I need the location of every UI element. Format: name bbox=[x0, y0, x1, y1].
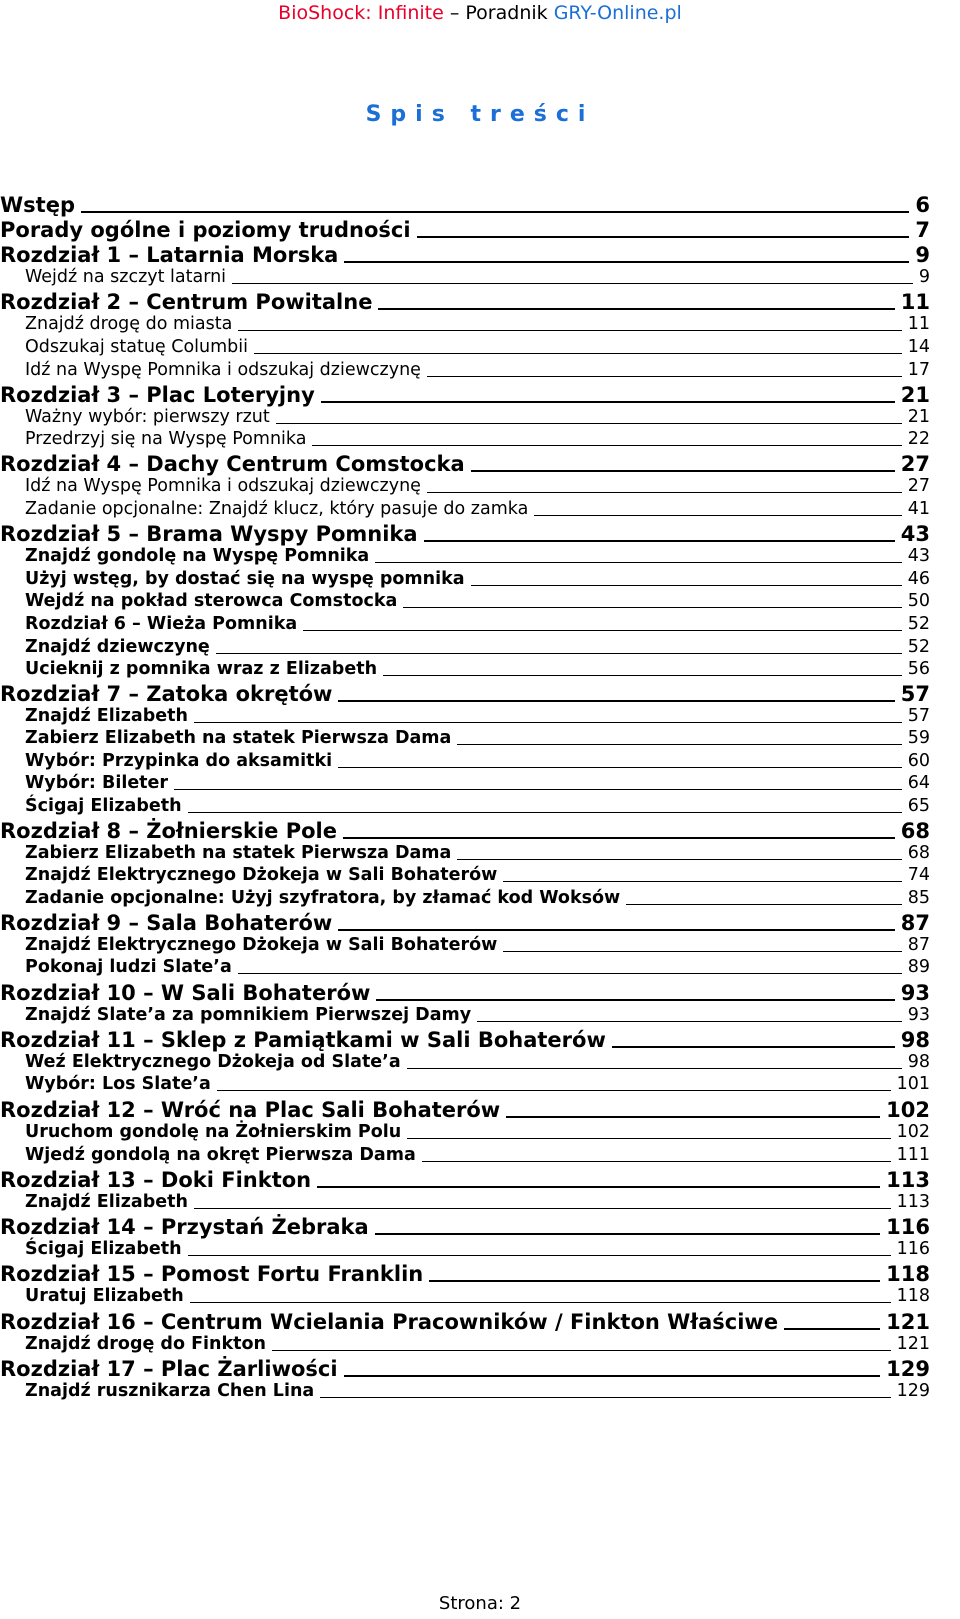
toc-entry-page-number: 85 bbox=[907, 888, 930, 908]
header-game-title: BioShock: Infinite bbox=[278, 2, 444, 24]
toc-entry-page-number: 102 bbox=[886, 1098, 930, 1122]
toc-leader-line bbox=[303, 630, 902, 631]
toc-leader-line bbox=[344, 1375, 881, 1377]
toc-section-entry[interactable] bbox=[0, 934, 930, 956]
toc-entry-label: Rozdział 2 – Centrum Powitalne bbox=[0, 290, 373, 314]
toc-entry-label: Rozdział 7 – Zatoka okrętów bbox=[0, 682, 333, 706]
toc-entry-label: Wstęp bbox=[0, 193, 75, 217]
toc-entry-label: Idź na Wyspę Pomnika i odszukaj dziewczynę bbox=[25, 360, 421, 380]
toc-leader-line bbox=[612, 1046, 895, 1048]
toc-section-entry[interactable] bbox=[0, 475, 930, 497]
toc-chapter-entry[interactable] bbox=[0, 1027, 930, 1053]
toc-title: Spis treści bbox=[365, 102, 595, 127]
toc-section-entry[interactable] bbox=[0, 1004, 930, 1026]
toc-entry-page-number: 56 bbox=[907, 659, 930, 679]
toc-chapter-entry[interactable] bbox=[0, 451, 930, 477]
toc-entry-page-number: 118 bbox=[886, 1262, 930, 1286]
toc-leader-line bbox=[194, 1208, 891, 1209]
toc-leader-line bbox=[194, 722, 902, 723]
toc-leader-line bbox=[534, 515, 901, 516]
toc-leader-line bbox=[190, 1302, 891, 1303]
toc-entry-page-number: 27 bbox=[900, 452, 930, 476]
toc-section-entry[interactable] bbox=[0, 842, 930, 864]
toc-entry-label: Znajdź Slate’a za pomnikiem Pierwszej Damy bbox=[25, 1005, 472, 1025]
toc-entry-page-number: 52 bbox=[907, 614, 930, 634]
toc-entry-page-number: 111 bbox=[896, 1145, 930, 1165]
toc-section-entry[interactable] bbox=[0, 428, 930, 450]
toc-leader-line bbox=[238, 330, 901, 331]
toc-entry-page-number: 113 bbox=[886, 1168, 930, 1192]
toc-chapter-entry[interactable] bbox=[0, 382, 930, 408]
toc-section-entry[interactable] bbox=[0, 1191, 930, 1213]
toc-section-entry[interactable] bbox=[0, 727, 930, 749]
toc-leader-line bbox=[422, 1161, 891, 1162]
toc-section-entry[interactable] bbox=[0, 1144, 930, 1166]
toc-entry-label: Rozdział 16 – Centrum Wcielania Pracowników / Finkton Właściwe bbox=[0, 1310, 779, 1334]
toc-entry-label: Rozdział 9 – Sala Bohaterów bbox=[0, 911, 333, 935]
toc-entry-label: Ucieknij z pomnika wraz z Elizabeth bbox=[25, 659, 378, 679]
toc-entry-label: Rozdział 8 – Żołnierskie Pole bbox=[0, 819, 337, 843]
toc-entry-page-number: 98 bbox=[907, 1052, 930, 1072]
toc-entry-page-number: 102 bbox=[896, 1122, 930, 1142]
toc-entry-label: Użyj wstęg, by dostać się na wyspę pomnika bbox=[25, 569, 465, 589]
toc-chapter-entry[interactable] bbox=[0, 910, 930, 936]
toc-chapter-entry[interactable] bbox=[0, 1167, 930, 1193]
toc-section-entry[interactable] bbox=[0, 406, 930, 428]
toc-entry-page-number: 50 bbox=[907, 591, 930, 611]
toc-entry-label: Rozdział 4 – Dachy Centrum Comstocka bbox=[0, 452, 465, 476]
toc-leader-line bbox=[457, 744, 901, 745]
toc-chapter-entry[interactable] bbox=[0, 1214, 930, 1240]
toc-entry-label: Ważny wybór: pierwszy rzut bbox=[25, 407, 270, 427]
page-footer: Strona: 2 bbox=[438, 1593, 522, 1614]
toc-entry-page-number: 9 bbox=[918, 267, 930, 287]
toc-section-entry[interactable] bbox=[0, 1238, 930, 1260]
toc-entry-page-number: 87 bbox=[900, 911, 930, 935]
toc-section-entry[interactable] bbox=[0, 636, 930, 658]
toc-entry-page-number: 129 bbox=[896, 1381, 930, 1401]
toc-leader-line bbox=[503, 951, 901, 952]
toc-entry-page-number: 116 bbox=[896, 1239, 930, 1259]
toc-chapter-entry[interactable] bbox=[0, 980, 930, 1006]
toc-leader-line bbox=[188, 812, 902, 813]
toc-entry-label: Wejdź na pokład sterowca Comstocka bbox=[25, 591, 398, 611]
toc-chapter-entry[interactable] bbox=[0, 1309, 930, 1335]
toc-entry-page-number: 9 bbox=[915, 243, 930, 267]
toc-section-entry[interactable] bbox=[0, 1121, 930, 1143]
toc-section-entry[interactable] bbox=[0, 772, 930, 794]
toc-leader-line bbox=[427, 376, 902, 377]
toc-entry-page-number: 113 bbox=[896, 1192, 930, 1212]
toc-entry-page-number: 27 bbox=[907, 476, 930, 496]
toc-entry-label: Znajdź Elektrycznego Dżokeja w Sali Bohaterów bbox=[25, 935, 498, 955]
toc-leader-line bbox=[471, 585, 902, 586]
toc-entry-label: Znajdź Elizabeth bbox=[25, 706, 188, 726]
toc-leader-line bbox=[217, 1090, 891, 1091]
toc-entry-page-number: 52 bbox=[907, 637, 930, 657]
toc-section-entry[interactable] bbox=[0, 336, 930, 358]
toc-section-entry[interactable] bbox=[0, 1380, 930, 1402]
toc-entry-page-number: 98 bbox=[900, 1028, 930, 1052]
toc-entry-page-number: 57 bbox=[907, 706, 930, 726]
toc-entry-label: Znajdź drogę do miasta bbox=[25, 314, 233, 334]
toc-entry-label: Zadanie opcjonalne: Znajdź klucz, który pasuje do zamka bbox=[25, 499, 529, 519]
toc-entry-label: Ścigaj Elizabeth bbox=[25, 1239, 182, 1259]
toc-entry-page-number: 59 bbox=[907, 728, 930, 748]
toc-entry-page-number: 7 bbox=[915, 218, 930, 242]
toc-entry-label: Znajdź drogę do Finkton bbox=[25, 1334, 266, 1354]
toc-entry-page-number: 6 bbox=[915, 193, 930, 217]
toc-entry-page-number: 11 bbox=[907, 314, 930, 334]
toc-section-entry[interactable] bbox=[0, 1333, 930, 1355]
toc-entry-page-number: 87 bbox=[907, 935, 930, 955]
toc-section-entry[interactable] bbox=[0, 498, 930, 520]
toc-leader-line bbox=[338, 767, 902, 768]
toc-chapter-entry[interactable] bbox=[0, 1356, 930, 1382]
toc-section-entry[interactable] bbox=[0, 956, 930, 978]
toc-entry-page-number: 64 bbox=[907, 773, 930, 793]
header-dash: – bbox=[449, 2, 460, 24]
toc-leader-line bbox=[344, 261, 909, 263]
toc-leader-line bbox=[429, 1280, 880, 1282]
toc-entry-page-number: 57 bbox=[900, 682, 930, 706]
toc-leader-line bbox=[427, 492, 902, 493]
toc-entry-label: Wybór: Los Slate’a bbox=[25, 1074, 211, 1094]
toc-entry-label: Rozdział 1 – Latarnia Morska bbox=[0, 243, 339, 267]
toc-chapter-entry[interactable] bbox=[0, 192, 930, 218]
toc-section-entry[interactable] bbox=[0, 266, 930, 288]
toc-entry-label: Zadanie opcjonalne: Użyj szyfratora, by złamać kod Woksów bbox=[25, 888, 621, 908]
toc-entry-label: Wjedź gondolą na okręt Pierwsza Dama bbox=[25, 1145, 416, 1165]
toc-entry-page-number: 68 bbox=[907, 843, 930, 863]
toc-entry-label: Rozdział 6 – Wieża Pomnika bbox=[25, 614, 298, 634]
toc-leader-line bbox=[457, 859, 901, 860]
toc-leader-line bbox=[317, 1186, 880, 1188]
toc-leader-line bbox=[216, 653, 902, 654]
toc-entry-label: Rozdział 14 – Przystań Żebraka bbox=[0, 1215, 369, 1239]
toc-entry-label: Rozdział 12 – Wróć na Plac Sali Bohaterów bbox=[0, 1098, 501, 1122]
toc-entry-label: Ścigaj Elizabeth bbox=[25, 796, 182, 816]
toc-leader-line bbox=[254, 353, 902, 354]
toc-entry-page-number: 17 bbox=[907, 360, 930, 380]
toc-entry-label: Uruchom gondolę na Żołnierskim Polu bbox=[25, 1122, 402, 1142]
toc-entry-label: Rozdział 17 – Plac Żarliwości bbox=[0, 1357, 338, 1381]
toc-leader-line bbox=[403, 607, 901, 608]
toc-entry-label: Zabierz Elizabeth na statek Pierwsza Dama bbox=[25, 843, 452, 863]
toc-section-entry[interactable] bbox=[0, 313, 930, 335]
toc-entry-label: Odszukaj statuę Columbii bbox=[25, 337, 248, 357]
toc-leader-line bbox=[503, 881, 901, 882]
toc-leader-line bbox=[232, 283, 913, 284]
toc-leader-line bbox=[376, 999, 894, 1001]
toc-section-entry[interactable] bbox=[0, 545, 930, 567]
toc-section-entry[interactable] bbox=[0, 1073, 930, 1095]
toc-leader-line bbox=[81, 211, 909, 213]
toc-leader-line bbox=[506, 1116, 880, 1118]
header-site-link[interactable]: GRY-Online.pl bbox=[553, 2, 682, 24]
toc-chapter-entry[interactable] bbox=[0, 1097, 930, 1123]
toc-leader-line bbox=[312, 445, 901, 446]
toc-leader-line bbox=[417, 236, 910, 238]
toc-entry-page-number: 65 bbox=[907, 796, 930, 816]
toc-leader-line bbox=[338, 929, 894, 931]
toc-entry-page-number: 11 bbox=[900, 290, 930, 314]
toc-entry-page-number: 121 bbox=[886, 1310, 930, 1334]
toc-entry-label: Zabierz Elizabeth na statek Pierwsza Dama bbox=[25, 728, 452, 748]
toc-leader-line bbox=[188, 1255, 891, 1256]
toc-entry-page-number: 121 bbox=[896, 1334, 930, 1354]
toc-section-entry[interactable] bbox=[0, 1051, 930, 1073]
toc-section-entry[interactable] bbox=[0, 705, 930, 727]
toc-entry-label: Znajdź Elektrycznego Dżokeja w Sali Bohaterów bbox=[25, 865, 498, 885]
toc-leader-line bbox=[276, 423, 902, 424]
toc-section-entry[interactable] bbox=[0, 795, 930, 817]
toc-leader-line bbox=[238, 973, 902, 974]
toc-section-entry[interactable] bbox=[0, 590, 930, 612]
toc-section-entry[interactable] bbox=[0, 864, 930, 886]
toc-entry-label: Znajdź gondolę na Wyspę Pomnika bbox=[25, 546, 370, 566]
toc-entry-page-number: 101 bbox=[896, 1074, 930, 1094]
toc-entry-page-number: 43 bbox=[907, 546, 930, 566]
toc-entry-page-number: 14 bbox=[907, 337, 930, 357]
toc-chapter-entry[interactable] bbox=[0, 681, 930, 707]
toc-leader-line bbox=[626, 904, 902, 905]
toc-entry-label: Wybór: Przypinka do aksamitki bbox=[25, 751, 333, 771]
toc-entry-label: Rozdział 5 – Brama Wyspy Pomnika bbox=[0, 522, 418, 546]
toc-leader-line bbox=[378, 308, 894, 310]
toc-entry-page-number: 129 bbox=[886, 1357, 930, 1381]
toc-entry-page-number: 43 bbox=[900, 522, 930, 546]
toc-entry-label: Wejdź na szczyt latarni bbox=[25, 267, 227, 287]
toc-entry-page-number: 93 bbox=[900, 981, 930, 1005]
toc-leader-line bbox=[174, 789, 902, 790]
toc-leader-line bbox=[477, 1021, 902, 1022]
toc-entry-label: Porady ogólne i poziomy trudności bbox=[0, 218, 411, 242]
toc-entry-page-number: 89 bbox=[907, 957, 930, 977]
toc-entry-label: Przedrzyj się na Wyspę Pomnika bbox=[25, 429, 307, 449]
toc-entry-page-number: 46 bbox=[907, 569, 930, 589]
toc-entry-label: Rozdział 11 – Sklep z Pamiątkami w Sali Bohaterów bbox=[0, 1028, 606, 1052]
toc-leader-line bbox=[407, 1068, 902, 1069]
toc-section-entry[interactable] bbox=[0, 1285, 930, 1307]
toc-entry-page-number: 118 bbox=[896, 1286, 930, 1306]
toc-entry-page-number: 60 bbox=[907, 751, 930, 771]
toc-section-entry[interactable] bbox=[0, 359, 930, 381]
toc-entry-label: Rozdział 13 – Doki Finkton bbox=[0, 1168, 312, 1192]
toc-chapter-entry[interactable] bbox=[0, 818, 930, 844]
toc-leader-line bbox=[375, 562, 901, 563]
toc-chapter-entry[interactable] bbox=[0, 1261, 930, 1287]
toc-leader-line bbox=[407, 1138, 890, 1139]
toc-leader-line bbox=[321, 401, 895, 403]
toc-entry-page-number: 93 bbox=[907, 1005, 930, 1025]
toc-leader-line bbox=[424, 540, 895, 542]
toc-entry-page-number: 68 bbox=[900, 819, 930, 843]
toc-leader-line bbox=[343, 837, 895, 839]
toc-entry-label: Znajdź dziewczynę bbox=[25, 637, 210, 657]
toc-chapter-entry[interactable] bbox=[0, 289, 930, 315]
toc-entry-label: Uratuj Elizabeth bbox=[25, 1286, 184, 1306]
toc-chapter-entry[interactable] bbox=[0, 242, 930, 268]
toc-entry-label: Idź na Wyspę Pomnika i odszukaj dziewczynę bbox=[25, 476, 421, 496]
toc-section-entry[interactable] bbox=[0, 613, 930, 635]
toc-leader-line bbox=[338, 700, 894, 702]
toc-section-entry[interactable] bbox=[0, 568, 930, 590]
toc-entry-label: Pokonaj ludzi Slate’a bbox=[25, 957, 232, 977]
toc-entry-label: Znajdź rusznikarza Chen Lina bbox=[25, 1381, 315, 1401]
toc-section-entry[interactable] bbox=[0, 750, 930, 772]
toc-entry-page-number: 41 bbox=[907, 499, 930, 519]
toc-entry-page-number: 21 bbox=[907, 407, 930, 427]
toc-chapter-entry[interactable] bbox=[0, 217, 930, 243]
page-header bbox=[0, 2, 960, 24]
toc-entry-page-number: 21 bbox=[900, 383, 930, 407]
toc-section-entry[interactable] bbox=[0, 887, 930, 909]
toc-leader-line bbox=[784, 1328, 880, 1330]
header-guide-label: Poradnik bbox=[465, 2, 548, 24]
toc-chapter-entry[interactable] bbox=[0, 521, 930, 547]
toc-leader-line bbox=[383, 675, 902, 676]
toc-leader-line bbox=[272, 1350, 891, 1351]
toc-leader-line bbox=[320, 1397, 890, 1398]
toc-entry-page-number: 74 bbox=[907, 865, 930, 885]
toc-leader-line bbox=[471, 470, 895, 472]
toc-leader-line bbox=[375, 1233, 880, 1235]
toc-entry-label: Rozdział 3 – Plac Loteryjny bbox=[0, 383, 315, 407]
toc-section-entry[interactable] bbox=[0, 658, 930, 680]
toc-entry-page-number: 116 bbox=[886, 1215, 930, 1239]
toc-entry-page-number: 22 bbox=[907, 429, 930, 449]
toc-entry-label: Znajdź Elizabeth bbox=[25, 1192, 188, 1212]
toc-entry-label: Rozdział 15 – Pomost Fortu Franklin bbox=[0, 1262, 424, 1286]
toc-entry-label: Rozdział 10 – W Sali Bohaterów bbox=[0, 981, 371, 1005]
toc-entry-label: Weź Elektrycznego Dżokeja od Slate’a bbox=[25, 1052, 401, 1072]
toc-entry-label: Wybór: Bileter bbox=[25, 773, 169, 793]
